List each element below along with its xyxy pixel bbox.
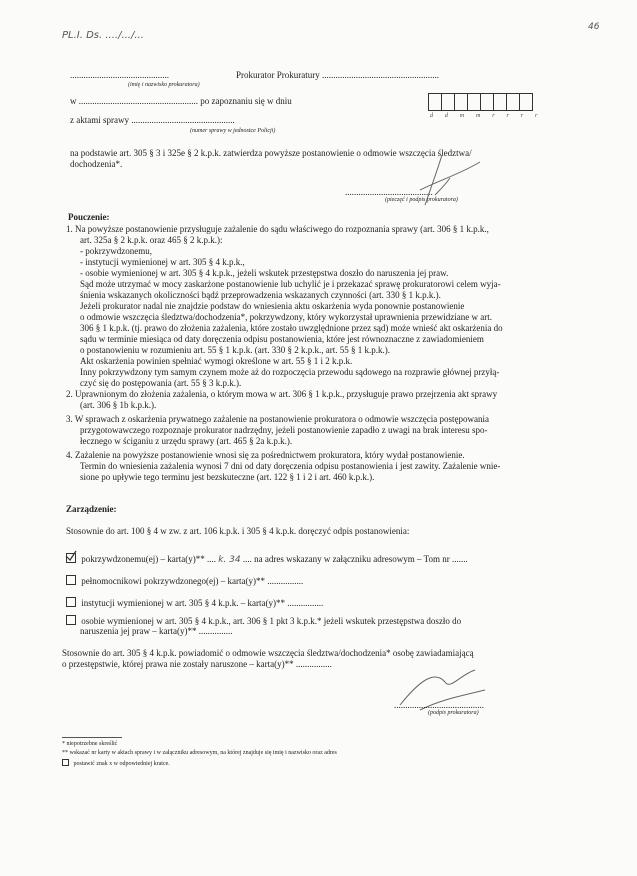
prosecutor-name-caption: (imię i nazwisko prokuratora) — [128, 82, 200, 88]
review-date-line: w ..................................................... po zapoznaniu się w dniu — [70, 96, 292, 106]
instruction-line: Akt oskarżenia powinien spełniać wymogi określone w art. 55 § 1 i 2 k.p.k. — [80, 356, 353, 366]
checkbox-injured[interactable] — [66, 553, 76, 563]
instruction-line: o postanowieniu w rozumieniu art. 55 § 1 k.p.k. (art. 330 § 2 k.p.k., art. 55 § 1 k.p.k.). — [80, 345, 390, 355]
checkbox-person[interactable] — [66, 615, 76, 625]
prosecutor-signature2-caption: (podpis prokuratora) — [428, 710, 479, 716]
instruction-line: o odmowie wszczęcia śledztwa/dochodzenia*, pokrzywdzony, który wykorzystał uprawnienia przewidziane w art. — [80, 312, 493, 322]
order-intro: Stosownie do art. 100 § 4 w zw. z art. 106 k.p.k. i 305 § 4 k.p.k. doręczyć odpis postanowienia: — [66, 526, 410, 536]
date-boxes — [428, 93, 532, 111]
instruction-line: przygotowawczego rozpoznaje prokurator nadrzędny, jeżeli postanowienie zapadło z uwagi na brak interesu spo- — [80, 425, 488, 435]
instruction-line: 306 § 1 k.p.k. (tj. prawo do złożenia zażalenia, które zostało uwzględnione przez sąd) może wnieść akt oskarżenia do — [80, 323, 503, 333]
prosecutor-office-line: Prokurator Prokuratury .................................................... — [236, 70, 439, 80]
order-item-person: osobie wymienionej w art. 305 § 4 k.p.k., art. 306 § 1 pkt 3 k.p.k.* jeżeli wskutek przestępstwa doszło do — [66, 615, 461, 626]
footnote-checkbox-icon — [62, 759, 69, 766]
case-file-line: z aktami sprawy .............................................. — [70, 115, 235, 125]
prosecutor-signature-dots: ....................................... — [345, 187, 433, 197]
order-item-person-line2: naruszenia jej praw – karta(y)** ............... — [80, 626, 233, 636]
instruction-line: - instytucji wymienionej w art. 305 § 4 k.p.k., — [80, 257, 245, 267]
instruction-line: 4. Zażalenie na powyższe postanowienie wnosi się za pośrednictwem prokuratora, który wydał postanowienie. — [66, 450, 465, 460]
instruction-line: 2. Uprawnionym do złożenia zażalenia, o którym mowa w art. 306 § 1 k.p.k., przysługuje prawo przejrzenia akt sprawy — [66, 389, 498, 399]
legal-basis-line1: na podstawie art. 305 § 3 i 325e § 2 k.p.k. zatwierdza powyższe postanowienie o odmowie wszczęcia śledztwa/ — [70, 148, 472, 158]
page-number: 46 — [588, 22, 600, 32]
checkbox-attorney[interactable] — [66, 575, 76, 585]
date-format-caption: d d m m r r r r — [430, 113, 543, 119]
order-item-attorney: pełnomocnikowi pokrzywdzonego(ej) – karta(y)** ................ — [66, 575, 303, 586]
footnote-1: * niepotrzebne skreślić — [62, 741, 118, 747]
instruction-line: Inny pokrzywdzony tym samym czynem może aż do rozpoczęcia przewodu sądowego na rozprawie głównej przyłą- — [80, 367, 500, 377]
instruction-line: 1. Na powyższe postanowienie przysługuje zażalenie do sądu właściwego do rozpoznania sprawy (art. 306 § 1 k.p.k., — [66, 224, 489, 234]
legal-basis-line2: dochodzenia*. — [70, 159, 123, 169]
order-item-institution: instytucji wymienionej w art. 305 § 4 k.p.k. – karta(y)** ................ — [66, 597, 323, 608]
notice-line2: o przestępstwie, której prawa nie zostały naruszone – karta(y)** ................ — [62, 659, 332, 669]
signature-scribble-1 — [380, 150, 500, 210]
prosecutor-signature2-dots: ........................................ — [394, 700, 484, 710]
case-number-caption: (numer sprawy w jednostce Policji) — [190, 128, 276, 134]
order-heading: Zarządzenie: — [66, 504, 117, 514]
order-item-injured: pokrzywdzonemu(ej) – karta(y)** .... k. 34 .... na adres wskazany w załączniku adresowym – Tom nr ....... — [66, 553, 468, 565]
prosecutor-name-dots: ............................................ — [70, 70, 169, 80]
instruction-line: Jeżeli prokurator nadal nie znajdzie podstaw do wniesienia aktu oskarżenia wyda ponownie postanowienie — [80, 301, 465, 311]
instruction-line: sądu w terminie miesiąca od daty doręczenia odpisu postanowienia, które jest równoznaczne z zawiadomieniem — [80, 334, 484, 344]
instruction-line: 3. W sprawach z oskarżenia prywatnego zażalenie na postanowienie prokuratora o odmowie wszczęcia postępowania — [66, 414, 489, 424]
card-number-handwritten: k. 34 — [218, 555, 241, 565]
check-mark-icon — [65, 550, 77, 562]
instruction-line: czyć się do postępowania (art. 55 § 3 k.p.k.). — [80, 378, 242, 388]
case-number-handwritten: PL.I. Ds. ..../.../... — [62, 30, 144, 41]
footnote-2: ** wskazać nr karty w aktach sprawy i w załączniku adresowym, na której znajduje się imię i nazwisko oraz adres — [62, 750, 337, 756]
notice-line1: Stosownie do art. 305 § 4 k.p.k. powiadomić o odmowie wszczęcia śledztwa/dochodzenia* osobę zawiadamiającą — [62, 648, 474, 658]
instruction-line: łecznego w ściganiu z urzędu sprawy (art. 465 § 2a k.p.k.). — [80, 436, 293, 446]
checkbox-institution[interactable] — [66, 597, 76, 607]
footnote-3: postawić znak x w odpowiedniej kratce. — [62, 759, 170, 767]
instruction-line: - osobie wymienionej w art. 305 § 4 k.p.k., jeżeli wskutek przestępstwa doszło do naruszenia jej praw. — [80, 268, 449, 278]
instruction-line: Termin do wniesienia zażalenia wynosi 7 dni od daty doręczenia odpisu postanowienia i jest zawity. Zażalenie wnie- — [80, 461, 501, 471]
instruction-heading: Pouczenie: — [68, 212, 110, 222]
instruction-line: (art. 306 § 1b k.p.k.). — [80, 400, 157, 410]
instruction-line: - pokrzywdzonemu, — [80, 246, 152, 256]
instruction-line: Sąd może utrzymać w mocy zaskarżone postanowienie lub uchylić je i przekazać sprawę prokuratorowi celem wyja- — [80, 279, 501, 289]
instruction-line: śnienia wskazanych okoliczności bądź przeprowadzenia wskazanych czynności (art. 330 § 1 k.p.k.). — [80, 290, 441, 300]
instruction-line: sione po upływie tego terminu jest bezskuteczne (art. 122 § 1 i 2 i art. 460 k.p.k.). — [80, 472, 375, 482]
instruction-line: art. 325a § 2 k.p.k. oraz 465 § 2 k.p.k.): — [80, 235, 223, 245]
footnote-divider — [62, 737, 122, 738]
prosecutor-signature-caption: (pieczęć i podpis prokuratora) — [385, 197, 458, 203]
